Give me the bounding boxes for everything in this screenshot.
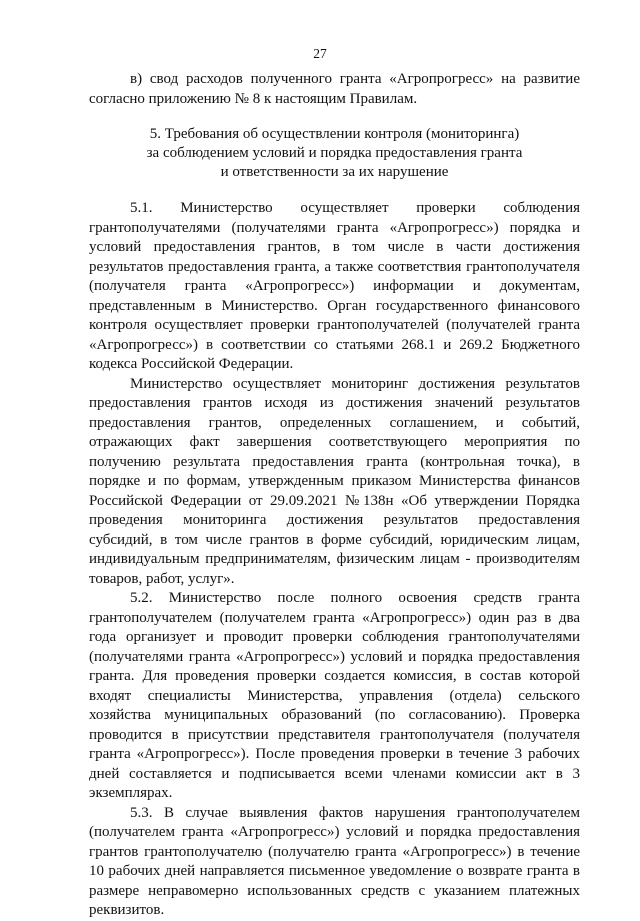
paragraph-5-2: 5.2. Министерство после полного освоения средств гранта грантополучателем (получателем гранта «Агропрогресс») один раз в два года организует и проводит проверки соблюдения грантополучателями (получателями гранта «Агропрогресс») условий и порядка предоставления гранта. Для проведения проверки создается комиссия, в состав которой входят специалисты Министерства, управления (отдела) сельского хозяйства муниципальных образований (по согласованию). Проверка проводится в присутствии представителя грантополучателя (получателя гранта «Агропрогресс»). После проведения проверки в течение 3 рабочих дней составляется и подписывается всеми членами комиссии акт в 3 экземплярах.	[89, 590, 580, 801]
section-heading	[89, 125, 580, 182]
paragraph-5-3: 5.3. В случае выявления фактов нарушения грантополучателем (получателем гранта «Агропрогресс») условий и порядка предоставления грантов грантополучателю (получателю гранта «Агропрогресс») в течение 10 рабочих дней направляется письменное уведомление о возврате гранта в размере неправомерно использованных средств с указанием платежных реквизитов.	[89, 804, 580, 918]
page-number: 27	[313, 46, 327, 61]
document-body	[89, 70, 580, 921]
section-heading-line-1: 5. Требования об осуществлении контроля (мониторинга)	[149, 126, 520, 142]
section-heading-line-2: за соблюдением условий и порядка предоставления гранта	[146, 145, 523, 161]
section-heading-line-3: и ответственности за их нарушение	[220, 164, 449, 180]
paragraph-5-1: 5.1. Министерство осуществляет проверки соблюдения грантополучателями (получателями гранта «Агропрогресс») порядка и условий предоставления грантов, в том числе в части достижения результатов предоставления гранта, а также соответствия грантополучателя (получателя гранта «Агропрогресс») информации и документам, представленным в Министерство. Орган государственного финансового контроля осуществляет проверки грантополучателей (получателей гранта «Агропрогресс») в соответствии со статьями 268.1 и 269.2 Бюджетного кодекса Российской Федерации.	[89, 200, 580, 372]
intro-paragraph: в) свод расходов полученного гранта «Агропрогресс» на развитие согласно приложению № 8 к настоящим Правилам.	[89, 71, 580, 107]
paragraph-monitoring: Министерство осуществляет мониторинг достижения результатов предоставления грантов исходя из достижения значений результатов предоставления грантов, определенных соглашением, и событий, отражающих факт завершения соответствующего мероприятия по получению результата предоставления гранта (контрольная точка), в порядке и по формам, утвержденным приказом Министерства финансов Российской Федерации от 29.09.2021 №138н «Об утверждении Порядка проведения мониторинга достижения результатов предоставления субсидий, в том числе грантов в форме субсидий, юридическим лицам, индивидуальным предпринимателям, физическим лицам - производителям товаров, работ, услуг».	[89, 375, 580, 587]
